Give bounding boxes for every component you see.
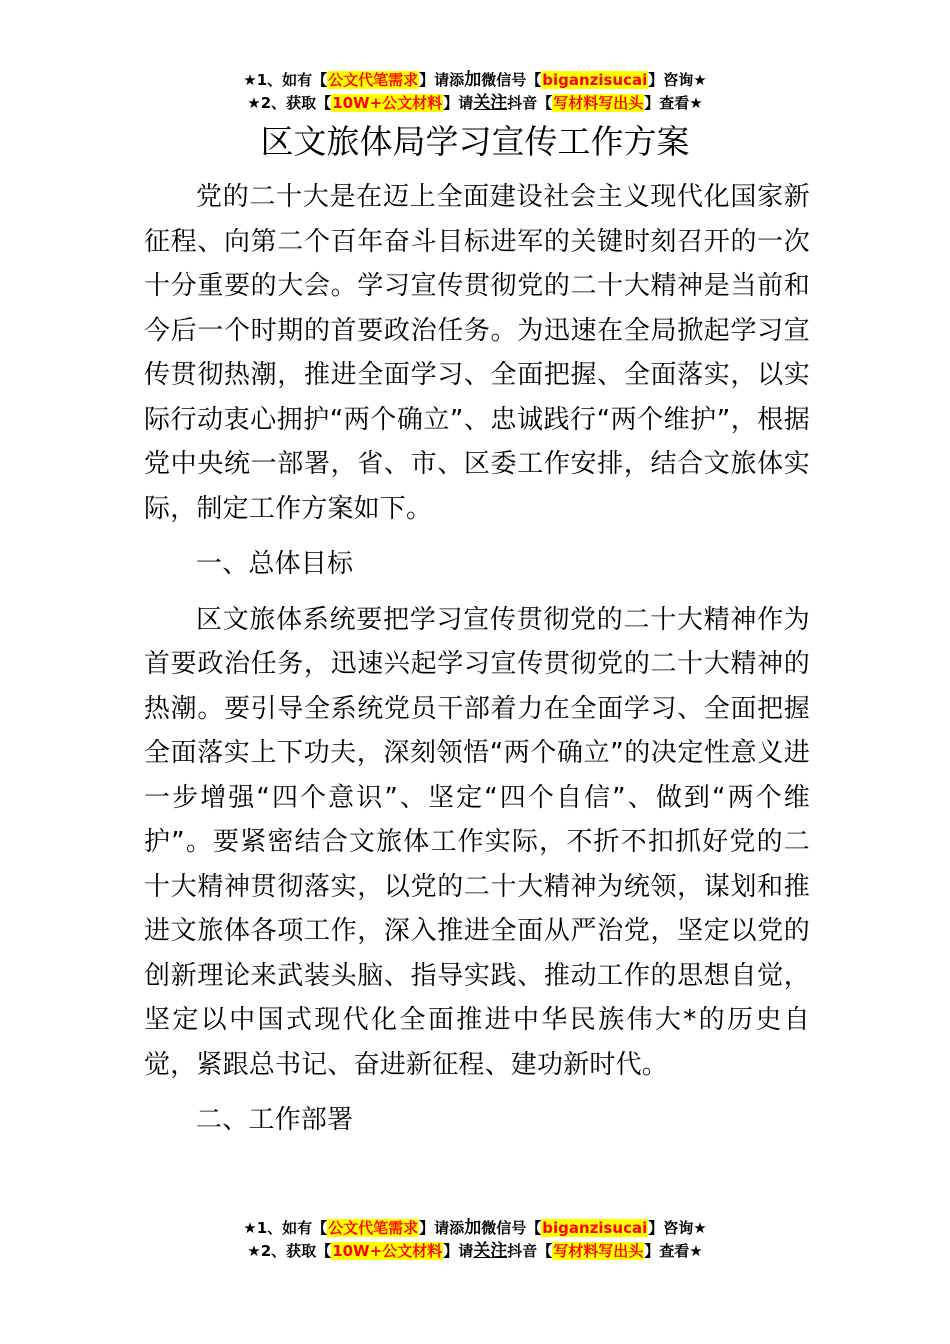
promo-highlight: 公文代笔需求 [328,1219,419,1237]
promo-highlight: biganzisucai [542,1219,648,1237]
promo-highlight: biganzisucai [542,71,648,89]
document-title: 区文旅体局学习宣传工作方案 [260,122,690,161]
promo-highlight: 10W+公文材料 [332,1242,443,1260]
promo-line-1: ★1、如有【公文代笔需求】请添加微信号【biganzisucai】咨询★ [243,1218,707,1238]
promo-highlight: 写材料写出头 [553,1242,644,1260]
promo-line-2: ★2、获取【10W+公文材料】请关注抖音【写材料写出头】查看★ [247,93,703,113]
document-body [144,175,810,1154]
header-promo-banner [0,69,950,115]
footer-promo-banner [0,1217,950,1263]
promo-highlight: 写材料写出头 [553,94,644,112]
promo-highlight: 10W+公文材料 [332,94,443,112]
intro-paragraph: 党的二十大是在迈上全面建设社会主义现代化国家新征程、向第二个百年奋斗目标进军的关键时刻召开的一次十分重要的大会。学习宣传贯彻党的二十大精神是当前和今后一个时期的首要政治任务。为迅速在全局掀起学习宣传贯彻热潮，推进全面学习、全面把握、全面落实，以实际行动衷心拥护“两个确立”、忠诚践行“两个维护”，根据党中央统一部署，省、市、区委工作安排，结合文旅体实际，制定工作方案如下。 [144,182,810,524]
section-heading: 二、工作部署 [196,1105,354,1135]
section-heading: 一、总体目标 [196,549,354,579]
promo-highlight: 公文代笔需求 [328,71,419,89]
section-paragraph: 区文旅体系统要把学习宣传贯彻党的二十大精神作为首要政治任务，迅速兴起学习宣传贯彻党的二十大精神的热潮。要引导全系统党员干部着力在全面学习、全面把握全面落实上下功夫，深刻领悟“两个确立”的决定性意义进一步增强“四个意识”、坚定“四个自信”、做到“两个维护”。要紧密结合文旅体工作实际，不折不扣抓好党的二十大精神贯彻落实，以党的二十大精神为统领，谋划和推进文旅体各项工作，深入推进全面从严治党，坚定以党的创新理论来武装头脑、指导实践、推动工作的思想自觉，坚定以中国式现代化全面推进中华民族伟大*的历史自觉，紧跟总书记、奋进新征程、建功新时代。 [144,604,810,1080]
promo-line-1: ★1、如有【公文代笔需求】请添加微信号【biganzisucai】咨询★ [243,70,707,90]
promo-line-2: ★2、获取【10W+公文材料】请关注抖音【写材料写出头】查看★ [247,1241,703,1261]
